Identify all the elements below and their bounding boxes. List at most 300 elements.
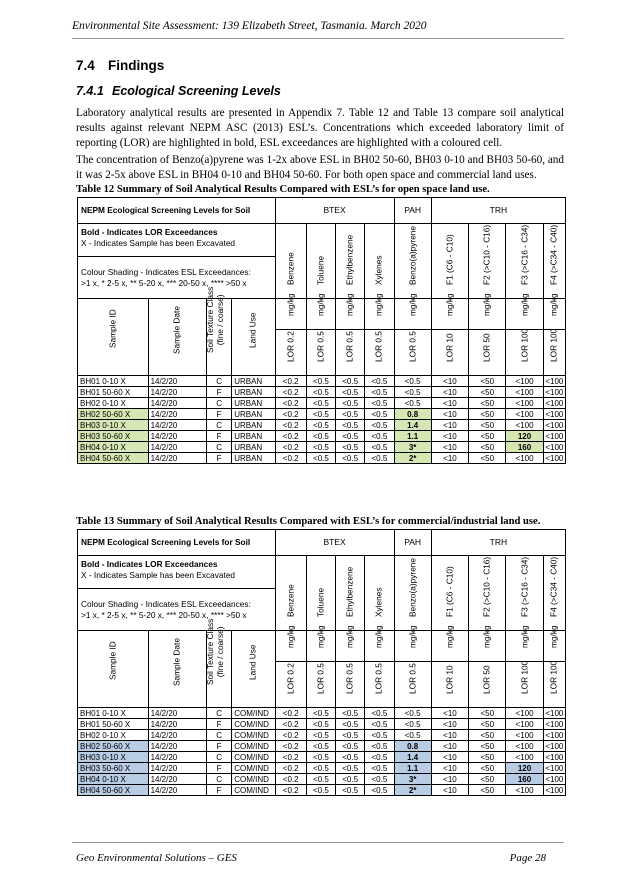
col-texture: [204, 286, 232, 376]
col-sample-id: [78, 631, 149, 708]
soil-texture: C: [207, 774, 232, 785]
result-value: <100: [506, 741, 543, 752]
result-value: <10: [431, 387, 468, 398]
result-value: 0.8: [394, 741, 431, 752]
soil-texture: F: [207, 409, 232, 420]
lor-header: [394, 330, 431, 376]
land-use: COM/IND: [232, 763, 275, 774]
result-value: <0.5: [306, 774, 335, 785]
sample-id: BH02 0-10 X: [78, 730, 149, 741]
sample-id: BH03 50-60 X: [78, 763, 149, 774]
result-value: <0.5: [306, 730, 335, 741]
analyte-header: [306, 556, 335, 631]
land-use: URBAN: [232, 387, 275, 398]
lor-label: LOR 0.5: [407, 663, 418, 694]
analyte-label: Xylenes: [373, 587, 384, 617]
result-value: <0.5: [365, 431, 394, 442]
unit-label: mg/kg: [285, 625, 296, 648]
result-value: <0.5: [306, 785, 335, 796]
result-value: 3*: [394, 774, 431, 785]
table-row: [78, 376, 566, 387]
analyte-label: F1 (C6 - C10): [444, 566, 455, 617]
unit-label: mg/kg: [481, 625, 492, 648]
result-value: <100: [506, 376, 543, 387]
land-use: COM/IND: [232, 730, 275, 741]
sample-date: 14/2/20: [148, 741, 206, 752]
result-value: 120: [506, 431, 543, 442]
legend-shade-note-1: Colour Shading - Indicates ESL Exceedances:: [81, 266, 251, 277]
analyte-header: [394, 556, 431, 631]
sample-id: BH02 0-10 X: [78, 398, 149, 409]
result-value: <0.5: [365, 763, 394, 774]
col-land-use-label: Land Use: [247, 644, 258, 680]
paragraph-findings: The concentration of Benzo(a)pyrene was 1-2x above ESL in BH02 50-60, BH03 0-10 and BH03 50-60, and it was 2-5x above ESL in BH04 0-10 and BH04 50-60. For both open space and commercial land uses.: [76, 154, 564, 181]
sample-date: 14/2/20: [148, 442, 206, 453]
result-value: <10: [431, 398, 468, 409]
result-value: <100: [543, 453, 565, 464]
result-value: <0.2: [275, 409, 306, 420]
result-value: <0.5: [336, 785, 365, 796]
sample-date: 14/2/20: [148, 708, 206, 719]
result-value: 2*: [394, 785, 431, 796]
col-texture-line2: (fine / coarse): [214, 294, 225, 346]
sample-id: BH03 0-10 X: [78, 420, 149, 431]
unit-header: [306, 625, 335, 662]
unit-label: mg/kg: [373, 625, 384, 648]
sample-date: 14/2/20: [148, 774, 206, 785]
result-value: <10: [431, 763, 468, 774]
lor-label: LOR 100: [548, 328, 559, 362]
analyte-header: [506, 224, 543, 299]
soil-texture: C: [207, 730, 232, 741]
result-value: <0.2: [275, 763, 306, 774]
result-value: <0.5: [336, 741, 365, 752]
lor-header: [365, 662, 394, 708]
result-value: <50: [469, 409, 506, 420]
unit-label: mg/kg: [548, 625, 559, 648]
table-row: [78, 774, 566, 785]
unit-label: mg/kg: [407, 625, 418, 648]
analyte-header: [336, 556, 365, 631]
lor-label: LOR 0.5: [407, 331, 418, 362]
result-value: <0.5: [336, 708, 365, 719]
paragraph-intro: Laboratory analytical results are presented in Appendix 7. Table 12 and Table 13 compare soil analytical results against relevant NEPM ASC (2013) ESL’s. Concentrations which exceeded laboratory limit of reporting (LOR) are highlighted in bold, ESL exceedances are highlighted with a coloured cell.: [76, 107, 564, 149]
soil-texture: C: [207, 420, 232, 431]
sample-id: BH01 50-60 X: [78, 719, 149, 730]
lor-header: [336, 330, 365, 376]
group-trh: TRH: [431, 530, 565, 556]
result-value: <10: [431, 453, 468, 464]
unit-header: [336, 293, 365, 330]
result-value: <0.5: [336, 420, 365, 431]
unit-header: [469, 293, 506, 330]
result-value: <100: [543, 763, 565, 774]
result-value: 2*: [394, 453, 431, 464]
result-value: <50: [469, 741, 506, 752]
footer-rule: [72, 842, 564, 843]
sample-id: BH02 50-60 X: [78, 741, 149, 752]
result-value: <100: [543, 420, 565, 431]
legend-shade-note-1: Colour Shading - Indicates ESL Exceedances:: [81, 598, 251, 609]
result-value: <100: [506, 409, 543, 420]
sample-id: BH02 50-60 X: [78, 409, 149, 420]
sample-date: 14/2/20: [148, 752, 206, 763]
analyte-label: F2 (>C10 - C16): [481, 556, 492, 617]
result-value: <0.2: [275, 730, 306, 741]
unit-header: [394, 293, 431, 330]
lor-label: LOR 100: [548, 660, 559, 694]
lor-label: LOR 10: [444, 665, 455, 694]
section-title: Findings: [108, 58, 165, 73]
result-value: <0.5: [394, 719, 431, 730]
result-value: 1.4: [394, 420, 431, 431]
col-sample-id-label: Sample ID: [107, 641, 118, 680]
result-value: 3*: [394, 442, 431, 453]
table-13-caption: Table 13 Summary of Soil Analytical Results Compared with ESL’s for commercial/industrial land use.: [76, 516, 541, 527]
unit-header: [431, 625, 468, 662]
result-value: <0.5: [336, 774, 365, 785]
result-value: <50: [469, 774, 506, 785]
sample-date: 14/2/20: [148, 376, 206, 387]
result-value: <0.5: [336, 752, 365, 763]
table-row: [78, 763, 566, 774]
col-texture-line1: Soil Texture Class: [204, 618, 215, 685]
analyte-label: F4 (>C34 - C40): [548, 556, 559, 617]
section-number: 7.4: [76, 58, 95, 73]
lor-label: LOR 100: [519, 660, 530, 694]
land-use: COM/IND: [232, 741, 275, 752]
col-texture: [204, 618, 232, 708]
table-13: [77, 529, 566, 796]
result-value: <0.5: [365, 774, 394, 785]
result-value: <0.5: [306, 387, 335, 398]
result-value: <100: [506, 708, 543, 719]
result-value: <0.5: [336, 387, 365, 398]
soil-texture: F: [207, 719, 232, 730]
result-value: <100: [506, 387, 543, 398]
result-value: <10: [431, 752, 468, 763]
lor-header: [543, 662, 565, 708]
col-sample-date: [148, 631, 206, 708]
table-row: [78, 387, 566, 398]
unit-header: [506, 293, 543, 330]
soil-texture: F: [207, 387, 232, 398]
result-value: <10: [431, 730, 468, 741]
unit-header: [469, 625, 506, 662]
lor-header: [394, 662, 431, 708]
result-value: <50: [469, 785, 506, 796]
col-land-use-label: Land Use: [247, 312, 258, 348]
table-row: [78, 442, 566, 453]
unit-label: mg/kg: [344, 625, 355, 648]
analyte-header: [506, 556, 543, 631]
table-row: [78, 730, 566, 741]
result-value: <0.5: [394, 398, 431, 409]
result-value: <0.5: [306, 719, 335, 730]
lor-header: [306, 330, 335, 376]
table-12-caption: Table 12 Summary of Soil Analytical Results Compared with ESL’s for open space land use.: [76, 184, 490, 195]
analyte-label: F3 (>C16 - C34): [519, 556, 530, 617]
result-value: <0.5: [365, 719, 394, 730]
result-value: 120: [506, 763, 543, 774]
soil-texture: F: [207, 453, 232, 464]
analyte-label: Xylenes: [373, 255, 384, 285]
result-value: <50: [469, 752, 506, 763]
result-value: <50: [469, 387, 506, 398]
unit-label: mg/kg: [481, 293, 492, 316]
soil-texture: C: [207, 398, 232, 409]
sample-date: 14/2/20: [148, 420, 206, 431]
table-row: [78, 752, 566, 763]
result-value: <10: [431, 708, 468, 719]
sample-date: 14/2/20: [148, 785, 206, 796]
sample-date: 14/2/20: [148, 453, 206, 464]
table-row: [78, 719, 566, 730]
result-value: <0.5: [394, 730, 431, 741]
analyte-label: F3 (>C16 - C34): [519, 224, 530, 285]
result-value: <100: [506, 752, 543, 763]
result-value: 1.4: [394, 752, 431, 763]
result-value: <0.5: [306, 431, 335, 442]
result-value: <0.5: [365, 730, 394, 741]
sample-id: BH03 50-60 X: [78, 431, 149, 442]
analyte-label: F4 (>C34 - C40): [548, 224, 559, 285]
result-value: <10: [431, 741, 468, 752]
result-value: <0.2: [275, 774, 306, 785]
result-value: <0.5: [306, 409, 335, 420]
result-value: <50: [469, 398, 506, 409]
col-land-use: [232, 299, 275, 376]
result-value: <0.2: [275, 708, 306, 719]
analyte-label: Toluene: [315, 255, 326, 285]
analyte-header: [336, 224, 365, 299]
result-value: <10: [431, 376, 468, 387]
lor-header: [431, 330, 468, 376]
result-value: <50: [469, 420, 506, 431]
lor-label: LOR 0.5: [373, 331, 384, 362]
result-value: <0.5: [306, 442, 335, 453]
result-value: <0.5: [306, 741, 335, 752]
legend-shade-note-2: >1 x, * 2-5 x, ** 5-20 x, *** 20-50 x, **** >50 x: [81, 277, 247, 288]
result-value: <100: [543, 785, 565, 796]
result-value: <0.5: [394, 708, 431, 719]
sample-date: 14/2/20: [148, 409, 206, 420]
result-value: <10: [431, 785, 468, 796]
lor-header: [469, 662, 506, 708]
result-value: <0.2: [275, 387, 306, 398]
result-value: <10: [431, 431, 468, 442]
analyte-header: [365, 556, 394, 631]
result-value: <50: [469, 719, 506, 730]
table-row: [78, 398, 566, 409]
unit-label: mg/kg: [519, 293, 530, 316]
result-value: <0.5: [336, 398, 365, 409]
unit-header: [365, 293, 394, 330]
unit-label: mg/kg: [444, 293, 455, 316]
result-value: <0.5: [365, 442, 394, 453]
result-value: <0.5: [306, 376, 335, 387]
result-value: <100: [506, 453, 543, 464]
sample-id: BH04 0-10 X: [78, 442, 149, 453]
result-value: <0.2: [275, 398, 306, 409]
table-12: [77, 197, 566, 464]
lor-label: LOR 0.5: [315, 331, 326, 362]
col-sample-date-label: Sample Date: [171, 638, 182, 686]
running-header: Environmental Site Assessment: 139 Elizabeth Street, Tasmania. March 2020: [72, 20, 427, 32]
result-value: <0.5: [336, 719, 365, 730]
result-value: <0.5: [365, 376, 394, 387]
sample-date: 14/2/20: [148, 763, 206, 774]
soil-texture: F: [207, 763, 232, 774]
table-row: [78, 420, 566, 431]
lor-header: [543, 330, 565, 376]
result-value: <10: [431, 442, 468, 453]
unit-header: [506, 625, 543, 662]
result-value: <0.5: [306, 398, 335, 409]
result-value: <0.2: [275, 752, 306, 763]
soil-texture: C: [207, 442, 232, 453]
result-value: <10: [431, 774, 468, 785]
unit-label: mg/kg: [548, 293, 559, 316]
sample-id: BH04 0-10 X: [78, 774, 149, 785]
result-value: <50: [469, 442, 506, 453]
result-value: <0.5: [394, 387, 431, 398]
sample-id: BH01 0-10 X: [78, 708, 149, 719]
land-use: URBAN: [232, 431, 275, 442]
table-row: [78, 708, 566, 719]
result-value: <100: [543, 774, 565, 785]
result-value: <50: [469, 431, 506, 442]
col-sample-id-label: Sample ID: [107, 309, 118, 348]
page-number: Page 28: [509, 852, 546, 864]
land-use: URBAN: [232, 398, 275, 409]
section-heading: [76, 58, 164, 73]
land-use: URBAN: [232, 409, 275, 420]
lor-header: [336, 662, 365, 708]
analyte-header: [469, 224, 506, 299]
result-value: <0.2: [275, 719, 306, 730]
sample-id: BH03 0-10 X: [78, 752, 149, 763]
land-use: COM/IND: [232, 719, 275, 730]
sample-date: 14/2/20: [148, 730, 206, 741]
analyte-label: Benzo(a)pyrene: [407, 557, 418, 617]
result-value: <0.5: [306, 752, 335, 763]
table-row: [78, 453, 566, 464]
analyte-label: Ethylbenzene: [344, 566, 355, 617]
legend-shade-note-2: >1 x, * 2-5 x, ** 5-20 x, *** 20-50 x, **** >50 x: [81, 609, 247, 620]
result-value: <0.5: [336, 431, 365, 442]
result-value: <0.5: [306, 708, 335, 719]
group-btex: BTEX: [275, 198, 394, 224]
result-value: <0.2: [275, 442, 306, 453]
result-value: <100: [506, 785, 543, 796]
unit-header: [336, 625, 365, 662]
result-value: <0.5: [365, 453, 394, 464]
result-value: <0.5: [394, 376, 431, 387]
land-use: COM/IND: [232, 774, 275, 785]
lor-label: LOR 50: [481, 333, 492, 362]
unit-label: mg/kg: [315, 625, 326, 648]
unit-header: [394, 625, 431, 662]
lor-header: [306, 662, 335, 708]
result-value: <0.5: [365, 785, 394, 796]
result-value: 1.1: [394, 431, 431, 442]
lor-header: [506, 330, 543, 376]
lor-label: LOR 0.2: [285, 331, 296, 362]
result-value: <0.5: [336, 453, 365, 464]
result-value: <0.2: [275, 431, 306, 442]
sample-id: BH01 50-60 X: [78, 387, 149, 398]
result-value: <50: [469, 708, 506, 719]
lor-header: [506, 662, 543, 708]
result-value: <100: [506, 420, 543, 431]
result-value: <0.2: [275, 453, 306, 464]
soil-texture: C: [207, 752, 232, 763]
legend-notes: [78, 224, 276, 257]
result-value: <0.5: [306, 763, 335, 774]
unit-header: [543, 625, 565, 662]
result-value: 160: [506, 774, 543, 785]
legend-x-note: X - Indicates Sample has been Excavated: [81, 238, 236, 248]
col-texture-label: [205, 287, 225, 353]
result-value: <100: [543, 708, 565, 719]
analyte-header: [469, 556, 506, 631]
result-value: <100: [506, 398, 543, 409]
table-row: [78, 785, 566, 796]
unit-label: mg/kg: [444, 625, 455, 648]
sample-id: BH04 50-60 X: [78, 785, 149, 796]
land-use: URBAN: [232, 376, 275, 387]
analyte-header: [275, 224, 306, 299]
col-sample-date-label: Sample Date: [171, 306, 182, 354]
result-value: <50: [469, 376, 506, 387]
subsection-heading: [76, 84, 281, 98]
col-land-use: [232, 631, 275, 708]
result-value: <10: [431, 409, 468, 420]
analyte-label: Benzene: [285, 252, 296, 285]
result-value: <0.5: [306, 420, 335, 431]
result-value: <100: [506, 719, 543, 730]
analyte-header: [275, 556, 306, 631]
table-title: NEPM Ecological Screening Levels for Soil: [78, 530, 276, 556]
unit-label: mg/kg: [373, 293, 384, 316]
result-value: <0.5: [365, 387, 394, 398]
soil-texture: C: [207, 376, 232, 387]
result-value: <100: [506, 730, 543, 741]
result-value: <0.5: [336, 763, 365, 774]
col-sample-date: [148, 299, 206, 376]
sample-id: BH01 0-10 X: [78, 376, 149, 387]
legend-bold-note: Bold - Indicates LOR Exceedances: [81, 227, 218, 237]
result-value: <100: [543, 409, 565, 420]
result-value: <0.5: [336, 442, 365, 453]
lor-label: LOR 0.5: [344, 331, 355, 362]
result-value: <0.2: [275, 376, 306, 387]
table-title: NEPM Ecological Screening Levels for Soil: [78, 198, 276, 224]
result-value: 0.8: [394, 409, 431, 420]
sample-id: BH04 50-60 X: [78, 453, 149, 464]
unit-header: [306, 293, 335, 330]
lor-label: LOR 100: [519, 328, 530, 362]
sample-date: 14/2/20: [148, 431, 206, 442]
unit-header: [275, 625, 306, 662]
result-value: 160: [506, 442, 543, 453]
unit-label: mg/kg: [285, 293, 296, 316]
lor-header: [275, 330, 306, 376]
land-use: COM/IND: [232, 708, 275, 719]
result-value: <0.5: [365, 398, 394, 409]
analyte-label: F1 (C6 - C10): [444, 234, 455, 285]
